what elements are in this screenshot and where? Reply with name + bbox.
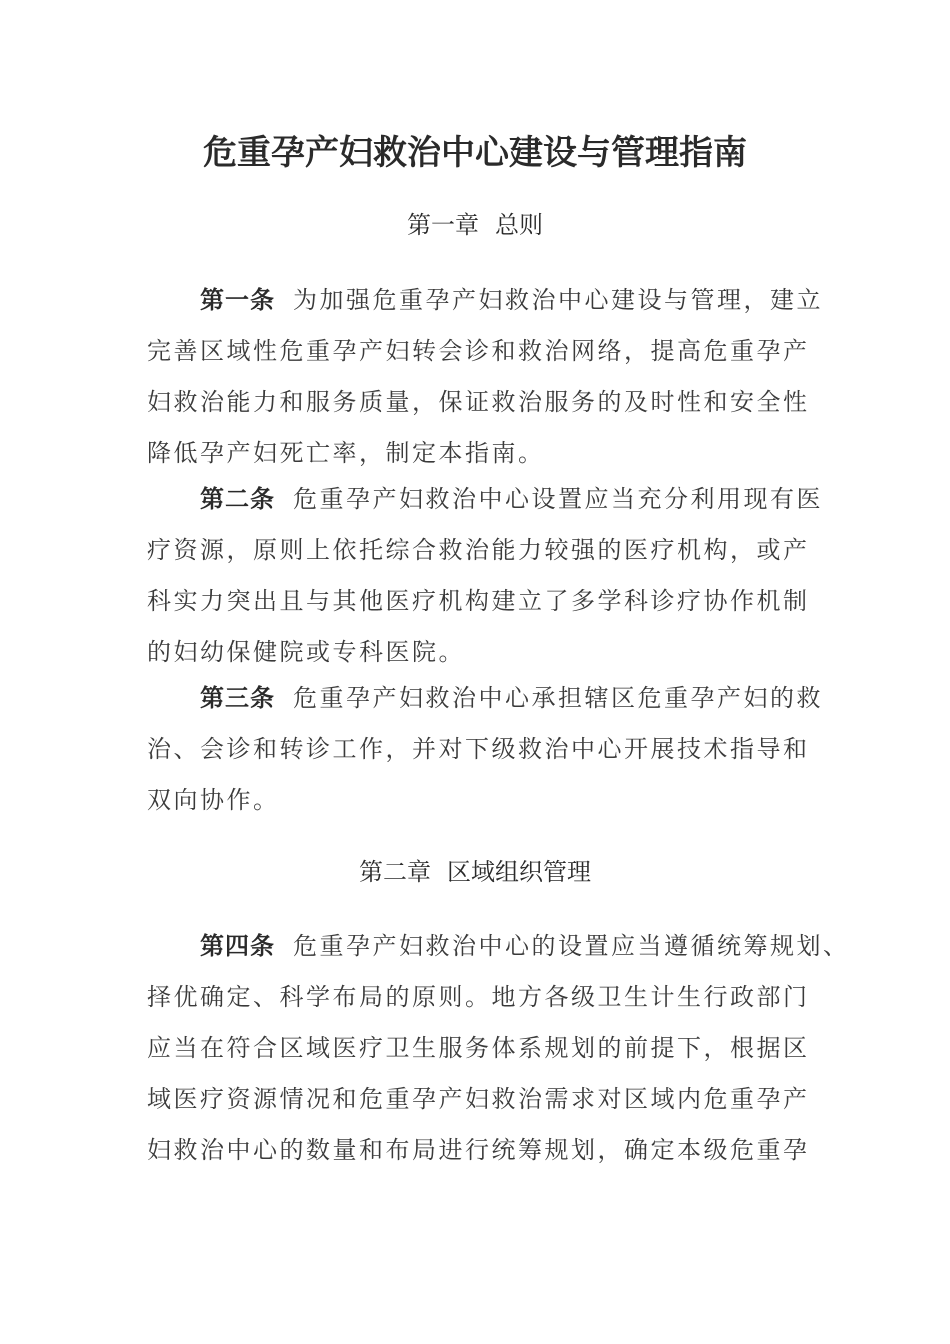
chapter-heading-1 xyxy=(0,208,950,242)
paragraph-line: 双向协作。 xyxy=(147,786,280,814)
paragraph-line: 应当在符合区域医疗卫生服务体系规划的前提下，根据区 xyxy=(147,1034,810,1062)
paragraph-line: 域医疗资源情况和危重孕产妇救治需求对区域内危重孕产 xyxy=(147,1085,810,1113)
paragraph-line: 治、会诊和转诊工作，并对下级救治中心开展技术指导和 xyxy=(147,735,810,763)
paragraph-line: 妇救治中心的数量和布局进行统筹规划，确定本级危重孕 xyxy=(147,1136,810,1164)
article-paragraph-1 xyxy=(147,275,827,479)
paragraph-line: 为加强危重孕产妇救治中心建设与管理，建立 xyxy=(293,286,823,314)
chapter-number: 第一章 xyxy=(407,211,479,239)
paragraph-line: 危重孕产妇救治中心设置应当充分利用现有医 xyxy=(293,485,823,513)
paragraph-line: 择优确定、科学布局的原则。地方各级卫生计生行政部门 xyxy=(147,983,810,1011)
chapter-name: 区域组织管理 xyxy=(447,858,591,886)
paragraph-line: 妇救治能力和服务质量，保证救治服务的及时性和安全性 xyxy=(147,388,810,416)
chapter-number: 第二章 xyxy=(359,858,431,886)
paragraph-line: 降低孕产妇死亡率，制定本指南。 xyxy=(147,439,545,467)
article-label: 第一条 xyxy=(200,286,275,314)
article-paragraph-4 xyxy=(147,921,850,1176)
paragraph-line: 危重孕产妇救治中心的设置应当遵循统筹规划、 xyxy=(293,932,850,960)
document-title: 危重孕产妇救治中心建设与管理指南 xyxy=(203,133,747,173)
paragraph-line: 疗资源，原则上依托综合救治能力较强的医疗机构，或产 xyxy=(147,536,810,564)
article-label: 第四条 xyxy=(200,932,275,960)
chapter-heading-2 xyxy=(0,855,950,889)
paragraph-line: 完善区域性危重孕产妇转会诊和救治网络，提高危重孕产 xyxy=(147,337,810,365)
article-label: 第二条 xyxy=(200,485,275,513)
paragraph-line: 的妇幼保健院或专科医院。 xyxy=(147,638,465,666)
paragraph-line: 危重孕产妇救治中心承担辖区危重孕产妇的救 xyxy=(293,684,823,712)
article-label: 第三条 xyxy=(200,684,275,712)
article-paragraph-2 xyxy=(147,474,827,678)
article-paragraph-3 xyxy=(147,673,827,826)
paragraph-line: 科实力突出且与其他医疗机构建立了多学科诊疗协作机制 xyxy=(147,587,810,615)
chapter-name: 总则 xyxy=(495,211,543,239)
